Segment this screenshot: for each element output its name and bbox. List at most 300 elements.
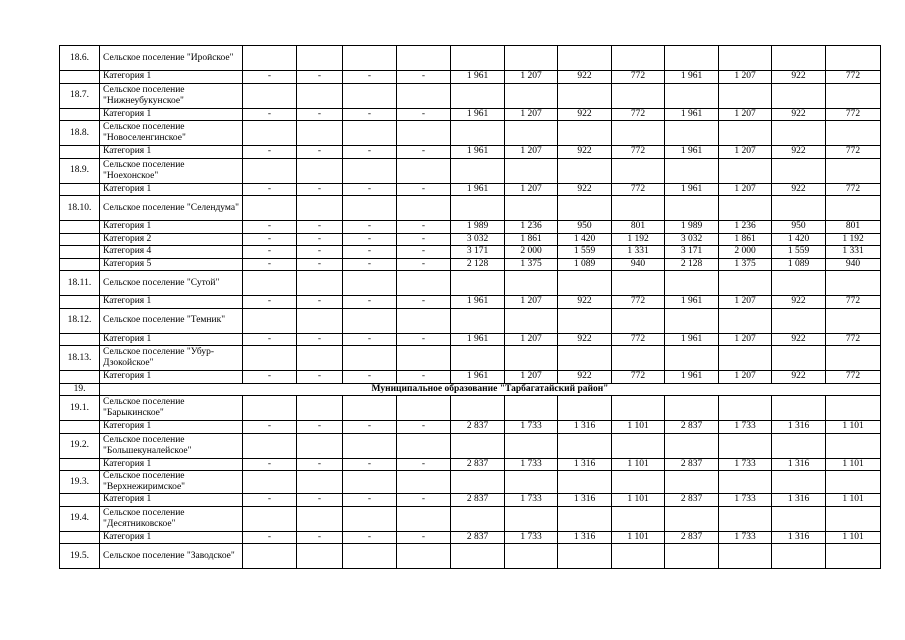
category-label: Категория 1 [100, 183, 243, 196]
empty-cell [772, 271, 826, 296]
empty-cell [397, 83, 451, 108]
empty-cell [243, 196, 297, 221]
value-cell: - [243, 371, 297, 384]
value-cell: - [343, 108, 397, 121]
value-cell: 922 [772, 146, 826, 159]
row-number: 18.11. [60, 271, 100, 296]
value-cell: 1 331 [612, 246, 665, 259]
empty-cell [397, 308, 451, 333]
value-cell: - [243, 183, 297, 196]
empty-cell [772, 121, 826, 146]
value-cell: 2 000 [719, 246, 772, 259]
empty-cell [612, 396, 665, 421]
value-cell: - [397, 494, 451, 507]
value-cell: 1 101 [612, 421, 665, 434]
value-cell: - [297, 246, 343, 259]
empty-cell [826, 46, 881, 71]
empty-cell [243, 308, 297, 333]
empty-cell [343, 271, 397, 296]
category-label: Категория 1 [100, 371, 243, 384]
empty-cell [297, 346, 343, 371]
empty-cell [665, 346, 719, 371]
empty-cell [297, 46, 343, 71]
empty-cell [719, 346, 772, 371]
empty-cell [60, 333, 100, 346]
value-cell: 1 101 [826, 458, 881, 471]
value-cell: 1 192 [826, 233, 881, 246]
value-cell: 772 [612, 108, 665, 121]
value-cell: - [297, 233, 343, 246]
category-row [60, 108, 881, 121]
empty-cell [505, 158, 558, 183]
empty-cell [297, 121, 343, 146]
value-cell: 922 [558, 71, 612, 84]
value-cell: 1 192 [612, 233, 665, 246]
empty-cell [558, 46, 612, 71]
category-label: Категория 1 [100, 108, 243, 121]
value-cell: - [243, 421, 297, 434]
empty-cell [719, 433, 772, 458]
category-label: Категория 1 [100, 494, 243, 507]
empty-cell [343, 158, 397, 183]
value-cell: 1 316 [558, 421, 612, 434]
value-cell: 2 128 [665, 258, 719, 271]
settlement-name: Сельское поселение "Сутой" [100, 271, 243, 296]
value-cell: - [397, 531, 451, 544]
empty-cell [243, 158, 297, 183]
value-cell: 1 101 [612, 458, 665, 471]
value-cell: 1 101 [826, 494, 881, 507]
empty-cell [60, 531, 100, 544]
value-cell: - [297, 333, 343, 346]
category-label: Категория 1 [100, 333, 243, 346]
empty-cell [343, 308, 397, 333]
empty-cell [772, 158, 826, 183]
value-cell: 922 [558, 183, 612, 196]
category-label: Категория 1 [100, 71, 243, 84]
row-number: 18.10. [60, 196, 100, 221]
value-cell: 2 837 [451, 531, 505, 544]
settlement-row [60, 121, 881, 146]
empty-cell [558, 433, 612, 458]
value-cell: - [243, 233, 297, 246]
value-cell: 922 [558, 146, 612, 159]
value-cell: 3 032 [451, 233, 505, 246]
category-row [60, 183, 881, 196]
empty-cell [665, 46, 719, 71]
category-row [60, 146, 881, 159]
category-label: Категория 1 [100, 296, 243, 309]
settlement-name: Сельское поселение "Темник" [100, 308, 243, 333]
empty-cell [505, 46, 558, 71]
empty-cell [612, 121, 665, 146]
value-cell: 772 [826, 183, 881, 196]
settlement-row [60, 308, 881, 333]
settlement-name: Сельское поселение "Барыкинское" [100, 396, 243, 421]
empty-cell [451, 471, 505, 494]
empty-cell [826, 471, 881, 494]
value-cell: - [243, 494, 297, 507]
empty-cell [243, 506, 297, 531]
category-label: Категория 5 [100, 258, 243, 271]
empty-cell [719, 158, 772, 183]
value-cell: 922 [558, 333, 612, 346]
value-cell: 1 207 [505, 371, 558, 384]
value-cell: - [297, 458, 343, 471]
value-cell: 1 101 [826, 531, 881, 544]
empty-cell [397, 196, 451, 221]
value-cell: 2 837 [665, 421, 719, 434]
category-label: Категория 1 [100, 531, 243, 544]
settlement-name: Сельское поселение "Нижнеубукунское" [100, 83, 243, 108]
empty-cell [612, 471, 665, 494]
value-cell: 950 [772, 221, 826, 234]
value-cell: 1 236 [719, 221, 772, 234]
value-cell: 1 961 [665, 183, 719, 196]
empty-cell [60, 371, 100, 384]
row-number: 19.2. [60, 433, 100, 458]
empty-cell [665, 271, 719, 296]
value-cell: - [297, 531, 343, 544]
value-cell: 772 [612, 296, 665, 309]
category-label: Категория 1 [100, 421, 243, 434]
value-cell: 1 316 [558, 494, 612, 507]
value-cell: - [397, 108, 451, 121]
empty-cell [451, 46, 505, 71]
empty-cell [397, 158, 451, 183]
value-cell: 1 961 [451, 371, 505, 384]
empty-cell [665, 83, 719, 108]
value-cell: 1 207 [505, 108, 558, 121]
empty-cell [397, 346, 451, 371]
row-number: 19.3. [60, 471, 100, 494]
value-cell: 922 [558, 296, 612, 309]
category-row [60, 221, 881, 234]
value-cell: - [343, 531, 397, 544]
value-cell: 1 961 [451, 71, 505, 84]
empty-cell [505, 83, 558, 108]
value-cell: - [343, 421, 397, 434]
value-cell: 1 207 [719, 71, 772, 84]
empty-cell [243, 396, 297, 421]
value-cell: 772 [612, 71, 665, 84]
value-cell: - [397, 246, 451, 259]
empty-cell [612, 46, 665, 71]
empty-cell [826, 506, 881, 531]
value-cell: 772 [826, 108, 881, 121]
value-cell: 1 961 [451, 296, 505, 309]
empty-cell [719, 196, 772, 221]
empty-cell [826, 196, 881, 221]
value-cell: 1 207 [505, 296, 558, 309]
empty-cell [558, 83, 612, 108]
value-cell: 1 331 [826, 246, 881, 259]
value-cell: 1 207 [505, 333, 558, 346]
empty-cell [60, 421, 100, 434]
empty-cell [505, 471, 558, 494]
value-cell: 1 316 [558, 458, 612, 471]
value-cell: 1 961 [665, 108, 719, 121]
value-cell: 1 733 [719, 458, 772, 471]
value-cell: 1 733 [505, 421, 558, 434]
empty-cell [397, 396, 451, 421]
empty-cell [505, 396, 558, 421]
empty-cell [772, 544, 826, 569]
row-number: 18.9. [60, 158, 100, 183]
empty-cell [243, 471, 297, 494]
value-cell: 772 [612, 333, 665, 346]
empty-cell [719, 544, 772, 569]
empty-cell [397, 46, 451, 71]
empty-cell [60, 108, 100, 121]
empty-cell [60, 183, 100, 196]
empty-cell [558, 506, 612, 531]
value-cell: 922 [558, 108, 612, 121]
value-cell: 772 [612, 371, 665, 384]
empty-cell [451, 346, 505, 371]
empty-cell [719, 83, 772, 108]
value-cell: 1 733 [719, 494, 772, 507]
category-label: Категория 2 [100, 233, 243, 246]
empty-cell [665, 544, 719, 569]
value-cell: 801 [612, 221, 665, 234]
value-cell: 1 961 [665, 296, 719, 309]
empty-cell [451, 544, 505, 569]
value-cell: - [397, 458, 451, 471]
empty-cell [826, 308, 881, 333]
value-cell: 772 [826, 146, 881, 159]
settlement-row [60, 396, 881, 421]
empty-cell [719, 396, 772, 421]
empty-cell [451, 506, 505, 531]
value-cell: 1 961 [451, 333, 505, 346]
empty-cell [558, 196, 612, 221]
settlement-row [60, 544, 881, 569]
value-cell: 1 207 [505, 71, 558, 84]
settlement-row [60, 271, 881, 296]
value-cell: 1 101 [612, 494, 665, 507]
empty-cell [243, 433, 297, 458]
empty-cell [826, 346, 881, 371]
empty-cell [60, 296, 100, 309]
value-cell: 772 [826, 71, 881, 84]
value-cell: 922 [772, 333, 826, 346]
value-cell: 1 733 [505, 458, 558, 471]
value-cell: 2 837 [665, 494, 719, 507]
value-cell: 772 [826, 333, 881, 346]
value-cell: 1 375 [505, 258, 558, 271]
empty-cell [60, 458, 100, 471]
value-cell: 2 000 [505, 246, 558, 259]
value-cell: - [343, 458, 397, 471]
empty-cell [719, 506, 772, 531]
empty-cell [297, 433, 343, 458]
empty-cell [243, 346, 297, 371]
settlement-name: Сельское поселение "Десятниковское" [100, 506, 243, 531]
value-cell: 1 101 [612, 531, 665, 544]
empty-cell [297, 196, 343, 221]
value-cell: 922 [772, 71, 826, 84]
value-cell: - [343, 221, 397, 234]
empty-cell [451, 121, 505, 146]
value-cell: - [297, 296, 343, 309]
value-cell: 1 861 [719, 233, 772, 246]
empty-cell [451, 196, 505, 221]
settlement-row [60, 346, 881, 371]
settlement-name: Сельское поселение "Ноехонское" [100, 158, 243, 183]
value-cell: 950 [558, 221, 612, 234]
value-cell: - [397, 183, 451, 196]
value-cell: 1 420 [772, 233, 826, 246]
category-row [60, 458, 881, 471]
empty-cell [558, 544, 612, 569]
value-cell: - [243, 458, 297, 471]
empty-cell [297, 158, 343, 183]
empty-cell [612, 83, 665, 108]
empty-cell [665, 396, 719, 421]
category-row [60, 296, 881, 309]
empty-cell [826, 271, 881, 296]
empty-cell [665, 471, 719, 494]
value-cell: 1 733 [505, 494, 558, 507]
category-row [60, 333, 881, 346]
empty-cell [60, 146, 100, 159]
empty-cell [772, 196, 826, 221]
category-row [60, 421, 881, 434]
empty-cell [826, 396, 881, 421]
value-cell: 1 089 [558, 258, 612, 271]
empty-cell [665, 158, 719, 183]
empty-cell [505, 346, 558, 371]
empty-cell [397, 433, 451, 458]
empty-cell [343, 471, 397, 494]
value-cell: 1 989 [665, 221, 719, 234]
value-cell: 1 559 [558, 246, 612, 259]
value-cell: 2 837 [451, 458, 505, 471]
empty-cell [665, 433, 719, 458]
value-cell: 1 733 [719, 531, 772, 544]
settlement-row [60, 46, 881, 71]
value-cell: - [297, 371, 343, 384]
empty-cell [60, 221, 100, 234]
value-cell: 1 733 [505, 531, 558, 544]
empty-cell [826, 158, 881, 183]
empty-cell [505, 121, 558, 146]
empty-cell [612, 158, 665, 183]
empty-cell [772, 308, 826, 333]
value-cell: 1 316 [772, 531, 826, 544]
value-cell: 922 [772, 371, 826, 384]
empty-cell [297, 506, 343, 531]
value-cell: - [243, 531, 297, 544]
row-number: 18.13. [60, 346, 100, 371]
row-number: 19.4. [60, 506, 100, 531]
empty-cell [243, 121, 297, 146]
value-cell: 1 207 [719, 333, 772, 346]
empty-cell [397, 544, 451, 569]
empty-cell [665, 121, 719, 146]
empty-cell [612, 433, 665, 458]
value-cell: - [297, 421, 343, 434]
value-cell: 1 207 [719, 296, 772, 309]
value-cell: - [243, 333, 297, 346]
empty-cell [772, 506, 826, 531]
empty-cell [612, 544, 665, 569]
settlement-row [60, 433, 881, 458]
empty-cell [451, 83, 505, 108]
settlement-row [60, 196, 881, 221]
row-number: 18.8. [60, 121, 100, 146]
value-cell: 2 837 [451, 421, 505, 434]
empty-cell [343, 83, 397, 108]
value-cell: 922 [772, 296, 826, 309]
empty-cell [558, 396, 612, 421]
value-cell: 1 961 [451, 146, 505, 159]
category-label: Категория 1 [100, 458, 243, 471]
empty-cell [397, 121, 451, 146]
empty-cell [343, 121, 397, 146]
empty-cell [612, 506, 665, 531]
value-cell: 3 171 [665, 246, 719, 259]
empty-cell [772, 46, 826, 71]
settlement-name: Сельское поселение "Ироӣское" [100, 46, 243, 71]
empty-cell [719, 308, 772, 333]
value-cell: - [397, 71, 451, 84]
row-number: 19.5. [60, 544, 100, 569]
empty-cell [505, 308, 558, 333]
empty-cell [826, 544, 881, 569]
category-row [60, 258, 881, 271]
value-cell: 940 [826, 258, 881, 271]
category-row [60, 246, 881, 259]
value-cell: - [343, 183, 397, 196]
category-label: Категория 1 [100, 221, 243, 234]
value-cell: - [297, 494, 343, 507]
empty-cell [297, 308, 343, 333]
value-cell: - [243, 296, 297, 309]
value-cell: - [297, 183, 343, 196]
empty-cell [505, 271, 558, 296]
value-cell: 2 837 [665, 458, 719, 471]
empty-cell [505, 544, 558, 569]
category-label: Категория 1 [100, 146, 243, 159]
value-cell: 1 207 [719, 371, 772, 384]
empty-cell [558, 158, 612, 183]
value-cell: 1 316 [772, 421, 826, 434]
empty-cell [665, 308, 719, 333]
tariff-table [59, 45, 881, 569]
value-cell: - [397, 221, 451, 234]
category-row [60, 233, 881, 246]
value-cell: - [243, 71, 297, 84]
value-cell: 1 207 [505, 183, 558, 196]
empty-cell [612, 271, 665, 296]
row-number: 18.7. [60, 83, 100, 108]
empty-cell [297, 271, 343, 296]
empty-cell [343, 544, 397, 569]
empty-cell [719, 121, 772, 146]
empty-cell [243, 544, 297, 569]
value-cell: 1 961 [665, 371, 719, 384]
value-cell: - [343, 246, 397, 259]
empty-cell [772, 346, 826, 371]
value-cell: 1 207 [719, 108, 772, 121]
empty-cell [505, 506, 558, 531]
empty-cell [772, 471, 826, 494]
empty-cell [343, 433, 397, 458]
value-cell: 3 032 [665, 233, 719, 246]
value-cell: 1 861 [505, 233, 558, 246]
